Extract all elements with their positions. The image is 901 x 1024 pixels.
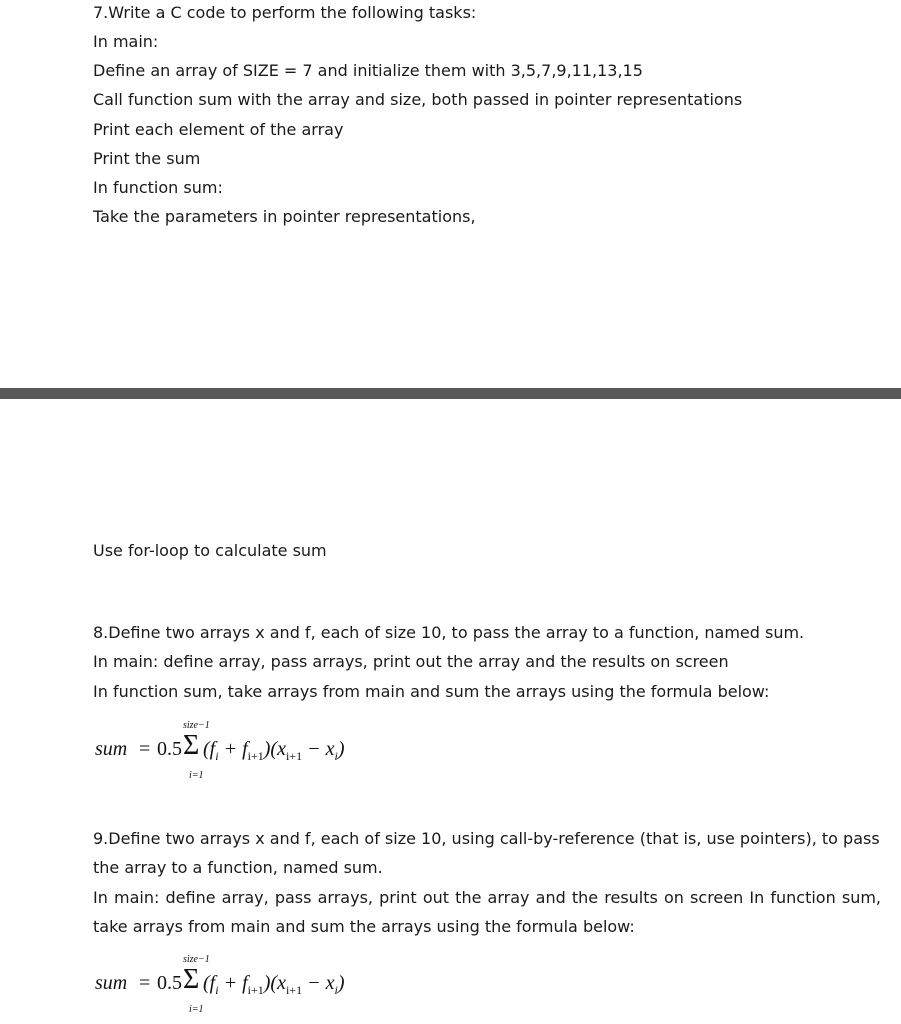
q7-line-1: In main:: [93, 32, 159, 51]
q8-heading: 8.Define two arrays x and f, each of size 10, to pass the array to a function, named sum.: [93, 623, 805, 642]
q7-line-6: In function sum:: [93, 178, 223, 197]
q7-line-3: Call function sum with the array and size, both passed in pointer representations: [93, 90, 743, 109]
page-divider: [0, 388, 901, 399]
sum-formula-1: size−1 sum = 0.5 Σ $(f_i + f_{i+1})(x_{i+1} - x_i)$ i=1: [95, 720, 345, 781]
q9-line-3: In main: define array, pass arrays, print out the array and the results on screen In function sum,: [93, 888, 881, 907]
q9-line-4: take arrays from main and sum the arrays using the formula below:: [93, 917, 635, 936]
q7-heading: 7.Write a C code to perform the following tasks:: [93, 3, 477, 22]
q8-line-1: In main: define array, pass arrays, print out the array and the results on screen: [93, 652, 729, 671]
q7-line-2: Define an array of SIZE = 7 and initialize them with 3,5,7,9,11,13,15: [93, 61, 643, 80]
q8-line-2: In function sum, take arrays from main and sum the arrays using the formula below:: [93, 682, 770, 701]
formula-body: $(f_i + f_{i+1})(x_{i+1} - x_i)$: [203, 972, 345, 997]
formula-body: $(f_i + f_{i+1})(x_{i+1} - x_i)$: [203, 738, 345, 763]
q9-heading-line-1: 9.Define two arrays x and f, each of size 10, using call-by-reference (that is, use pointers), to pass: [93, 829, 880, 848]
q7-line-4: Print each element of the array: [93, 120, 344, 139]
q9-heading-line-2: the array to a function, named sum.: [93, 858, 383, 877]
q7-continuation: Use for-loop to calculate sum: [93, 541, 327, 560]
q7-line-5: Print the sum: [93, 149, 201, 168]
q7-line-7: Take the parameters in pointer representations,: [93, 207, 476, 226]
sum-formula-2: size−1 sum = 0.5 Σ $(f_i + f_{i+1})(x_{i+1} - x_i)$ i=1: [95, 954, 345, 1015]
